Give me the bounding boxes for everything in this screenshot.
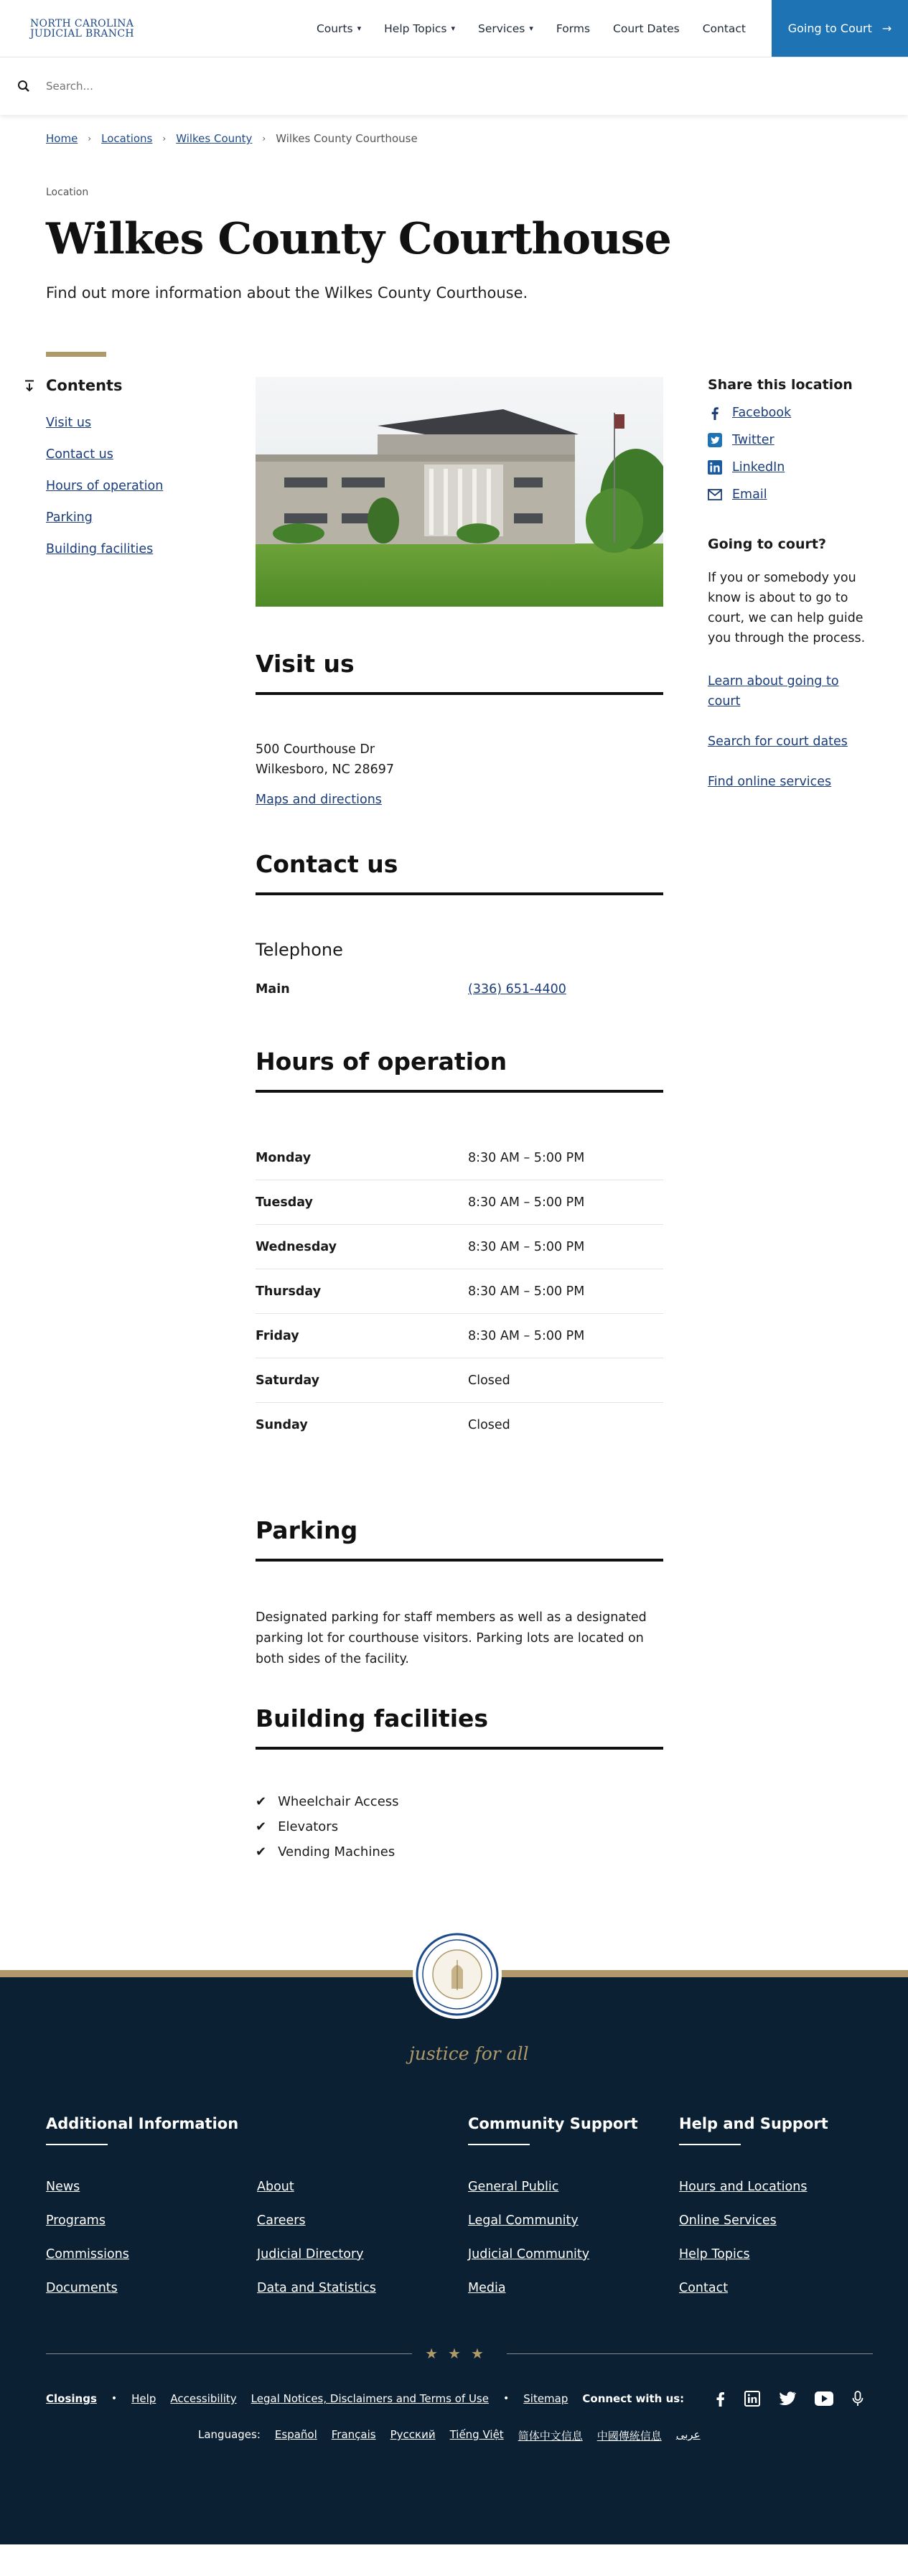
footer-link[interactable]: Online Services (679, 2213, 777, 2228)
facilities-list (256, 1794, 663, 1859)
nav-label: Courts (316, 22, 353, 35)
footer-column-title: Community Support (468, 2115, 638, 2132)
facilities-heading: Building facilities (256, 1704, 663, 1750)
toc-building-facilities[interactable]: Building facilities (46, 542, 154, 556)
nav-forms[interactable] (545, 0, 602, 57)
table-row (256, 1136, 663, 1180)
day-cell: Friday (256, 1328, 299, 1343)
toc-visit-us[interactable]: Visit us (46, 416, 92, 430)
main-nav (305, 0, 908, 57)
facility-label: Elevators (278, 1819, 339, 1834)
contents-list (46, 416, 256, 556)
location-details (256, 377, 663, 1870)
divider-line (46, 2353, 412, 2354)
breadcrumb-locations[interactable]: Locations (101, 132, 153, 145)
divider-line (507, 2353, 873, 2354)
footer-link[interactable]: About (257, 2180, 294, 2194)
day-cell: Wednesday (256, 1239, 337, 1254)
day-cell: Saturday (256, 1373, 320, 1388)
logo-line-2: JUDICIAL BRANCH (30, 27, 134, 39)
footer-column-title: Additional Information (46, 2115, 239, 2132)
logo-line-1: NORTH CAROLINA (30, 17, 134, 29)
footer-link[interactable]: Careers (257, 2213, 306, 2228)
address (256, 739, 663, 780)
list-item (46, 510, 256, 525)
nav-help-topics[interactable] (373, 0, 467, 57)
share-list (708, 406, 873, 502)
closings-link[interactable]: Closings (46, 2392, 97, 2405)
email-icon (708, 489, 722, 500)
title-underline (679, 2144, 741, 2145)
learn-going-to-court-link[interactable]: Learn about going to court (708, 674, 839, 709)
breadcrumb-current: Wilkes County Courthouse (276, 132, 418, 145)
site-header (0, 0, 908, 115)
top-bar (0, 0, 908, 57)
facebook-icon[interactable] (714, 2391, 726, 2407)
day-cell: Tuesday (256, 1195, 313, 1210)
nav-label: Court Dates (613, 22, 680, 35)
toc-hours[interactable]: Hours of operation (46, 479, 164, 493)
language-link[interactable]: Tiếng Việt (449, 2428, 504, 2441)
list-item (708, 671, 873, 711)
footer-link[interactable]: Programs (46, 2213, 106, 2228)
languages-label: Languages: (198, 2428, 261, 2441)
footer-link[interactable]: Documents (46, 2281, 118, 2295)
sidebar (708, 377, 873, 1870)
footer-column-community (468, 2115, 679, 2295)
facility-label: Wheelchair Access (278, 1794, 399, 1809)
footer-divider (46, 2345, 873, 2362)
table-row (256, 1225, 663, 1269)
separator-dot: • (502, 2393, 510, 2404)
nav-label: Services (478, 22, 525, 35)
facility-label: Vending Machines (278, 1844, 396, 1859)
nav-contact[interactable] (691, 0, 757, 57)
language-link[interactable]: Русский (390, 2428, 436, 2441)
chevron-down-icon: ▾ (451, 24, 456, 33)
footer-links (468, 2180, 679, 2295)
nav-links (305, 0, 757, 57)
footer-link[interactable]: Media (468, 2281, 506, 2295)
breadcrumb-wilkes-county[interactable]: Wilkes County (176, 132, 253, 145)
list-item (708, 772, 873, 792)
footer-link[interactable]: Help Topics (679, 2247, 750, 2262)
list-item (256, 1819, 663, 1834)
footer-link[interactable]: Commissions (46, 2247, 129, 2262)
footer-link[interactable]: Judicial Directory (257, 2247, 364, 2262)
title-underline (46, 2144, 108, 2145)
footer-links (679, 2180, 864, 2295)
sitemap-link[interactable]: Sitemap (523, 2392, 568, 2405)
time-cell: 8:30 AM – 5:00 PM (468, 1328, 585, 1343)
courthouse-photo (256, 377, 663, 607)
list-item (256, 1844, 663, 1859)
footer-column-help (679, 2115, 864, 2295)
legal-notices-link[interactable]: Legal Notices, Disclaimers and Terms of Use (251, 2392, 489, 2405)
chevron-down-icon: ▾ (357, 24, 362, 33)
main-content (0, 132, 908, 1870)
time-cell: 8:30 AM – 5:00 PM (468, 1195, 585, 1210)
page-lede: Find out more information about the Wilkes County Courthouse. (46, 284, 528, 302)
nav-label: Help Topics (384, 22, 447, 35)
jump-down-icon (24, 380, 34, 391)
separator-dot: • (111, 2393, 118, 2404)
share-twitter[interactable] (708, 433, 873, 447)
help-link[interactable]: Help (131, 2392, 156, 2405)
time-cell: 8:30 AM – 5:00 PM (468, 1239, 585, 1254)
footer-body (0, 1970, 908, 2544)
search-input[interactable] (46, 80, 477, 93)
time-cell: Closed (468, 1418, 510, 1432)
phone-link[interactable]: (336) 651-4400 (468, 982, 566, 997)
language-link[interactable]: 中國傳統信息 (596, 2430, 662, 2442)
going-to-court-button[interactable] (772, 0, 908, 57)
search-icon[interactable] (17, 80, 30, 93)
share-link-label[interactable]: Twitter (732, 433, 774, 447)
footer-link[interactable]: News (46, 2180, 80, 2194)
title-underline (468, 2144, 530, 2145)
share-email[interactable] (708, 487, 873, 502)
footer-links (46, 2180, 468, 2295)
telephone-subheading: Telephone (256, 940, 343, 960)
visit-heading: Visit us (256, 650, 663, 695)
nav-label: Forms (556, 22, 591, 35)
parking-text: Designated parking for staff members as well as a designated parking lot for courthouse visitors. Parking lots are located on both sides of the facility. (256, 1610, 647, 1666)
find-online-services-link[interactable]: Find online services (708, 775, 832, 789)
social-links (714, 2391, 863, 2407)
twitter-icon[interactable] (779, 2391, 796, 2406)
contact-heading: Contact us (256, 850, 663, 895)
address-line-2: Wilkesboro, NC 28697 (256, 762, 395, 777)
maps-directions-link[interactable]: Maps and directions (256, 793, 382, 807)
search-court-dates-link[interactable]: Search for court dates (708, 734, 848, 749)
hours-heading: Hours of operation (256, 1047, 663, 1093)
toc-parking[interactable]: Parking (46, 510, 93, 525)
address-line-1: 500 Courthouse Dr (256, 742, 375, 757)
time-cell: 8:30 AM – 5:00 PM (468, 1284, 585, 1299)
twitter-icon (708, 433, 722, 447)
linkedin-icon (708, 460, 722, 475)
nav-label: Contact (702, 22, 746, 35)
phone-label: Main (256, 982, 290, 997)
search-bar (0, 57, 908, 115)
table-row (256, 1358, 663, 1403)
page-title: Wilkes County Courthouse (46, 214, 671, 264)
site-logo[interactable] (0, 0, 134, 57)
day-cell: Monday (256, 1150, 312, 1165)
language-link[interactable]: 简体中文信息 (518, 2430, 583, 2442)
stars-icon: ★★★ (425, 2345, 494, 2362)
tagline: justice for all (409, 2043, 529, 2064)
checkmark-icon: ✔ (256, 1819, 267, 1834)
chevron-right-icon: › (262, 134, 266, 144)
facebook-icon (708, 406, 722, 420)
table-row (256, 1314, 663, 1358)
list-item (46, 447, 256, 462)
page-kicker: Location (46, 187, 89, 198)
share-link-label[interactable]: Email (732, 487, 767, 502)
table-row (256, 1403, 663, 1447)
chevron-right-icon: › (162, 134, 167, 144)
footer-link[interactable]: General Public (468, 2180, 559, 2194)
toc-contact-us[interactable]: Contact us (46, 447, 113, 462)
going-to-court-links (708, 671, 873, 792)
linkedin-icon[interactable] (744, 2391, 760, 2407)
seal-icon (416, 1933, 499, 2016)
accessibility-link[interactable]: Accessibility (170, 2392, 237, 2405)
footer-link[interactable]: Legal Community (468, 2213, 579, 2228)
site-footer (0, 1970, 908, 2544)
nav-court-dates[interactable] (602, 0, 691, 57)
share-link-label[interactable]: LinkedIn (732, 460, 785, 475)
judicial-seal-logo (413, 1930, 502, 2019)
going-to-court-title: Going to court? (708, 536, 826, 552)
share-title: Share this location (708, 377, 853, 393)
list-item (46, 416, 256, 430)
contents-title: Contents (46, 377, 123, 394)
youtube-icon[interactable] (815, 2391, 833, 2406)
content-columns (46, 377, 866, 1870)
checkmark-icon: ✔ (256, 1844, 267, 1859)
footer-bottom-bar (46, 2391, 873, 2407)
language-link[interactable]: عربى (675, 2428, 701, 2441)
day-cell: Thursday (256, 1284, 322, 1299)
hours-table (256, 1136, 663, 1447)
accent-bar (46, 352, 106, 357)
time-cell: 8:30 AM – 5:00 PM (468, 1150, 585, 1165)
footer-columns (46, 2115, 864, 2295)
footer-column-additional (46, 2115, 468, 2295)
footer-link[interactable]: Judicial Community (468, 2247, 590, 2262)
footer-link[interactable]: Hours and Locations (679, 2180, 808, 2194)
share-linkedin[interactable] (708, 460, 873, 475)
arrow-right-icon: → (881, 22, 892, 35)
nav-services[interactable] (467, 0, 545, 57)
list-item (46, 479, 256, 493)
breadcrumb-home[interactable]: Home (46, 132, 78, 145)
list-item (256, 1794, 663, 1809)
podcast-icon[interactable] (852, 2391, 863, 2407)
language-link[interactable]: Español (274, 2428, 317, 2441)
connect-label: Connect with us: (582, 2392, 685, 2405)
time-cell: Closed (468, 1373, 510, 1388)
language-links (198, 2428, 701, 2443)
table-row (256, 1180, 663, 1225)
contents-header[interactable] (24, 377, 256, 394)
chevron-down-icon: ▾ (529, 24, 533, 33)
list-item (708, 732, 873, 752)
nav-courts[interactable] (305, 0, 373, 57)
share-link-label[interactable]: Facebook (732, 406, 792, 420)
chevron-right-icon: › (88, 134, 92, 144)
table-row (256, 1269, 663, 1314)
cta-label: Going to Court (787, 22, 872, 35)
day-cell: Sunday (256, 1418, 308, 1432)
footer-link[interactable]: Contact (679, 2281, 729, 2295)
footer-link[interactable]: Data and Statistics (257, 2281, 376, 2295)
share-facebook[interactable] (708, 406, 873, 420)
phone-row (256, 967, 663, 1012)
contents-nav (46, 377, 256, 1870)
checkmark-icon: ✔ (256, 1794, 267, 1809)
breadcrumb (46, 132, 862, 145)
footer-column-title: Help and Support (679, 2115, 828, 2132)
language-link[interactable]: Français (331, 2428, 376, 2441)
going-to-court-text: If you or somebody you know is about to go to court, we can help guide you through the process. (708, 571, 866, 645)
parking-heading: Parking (256, 1516, 663, 1562)
list-item (46, 542, 256, 556)
